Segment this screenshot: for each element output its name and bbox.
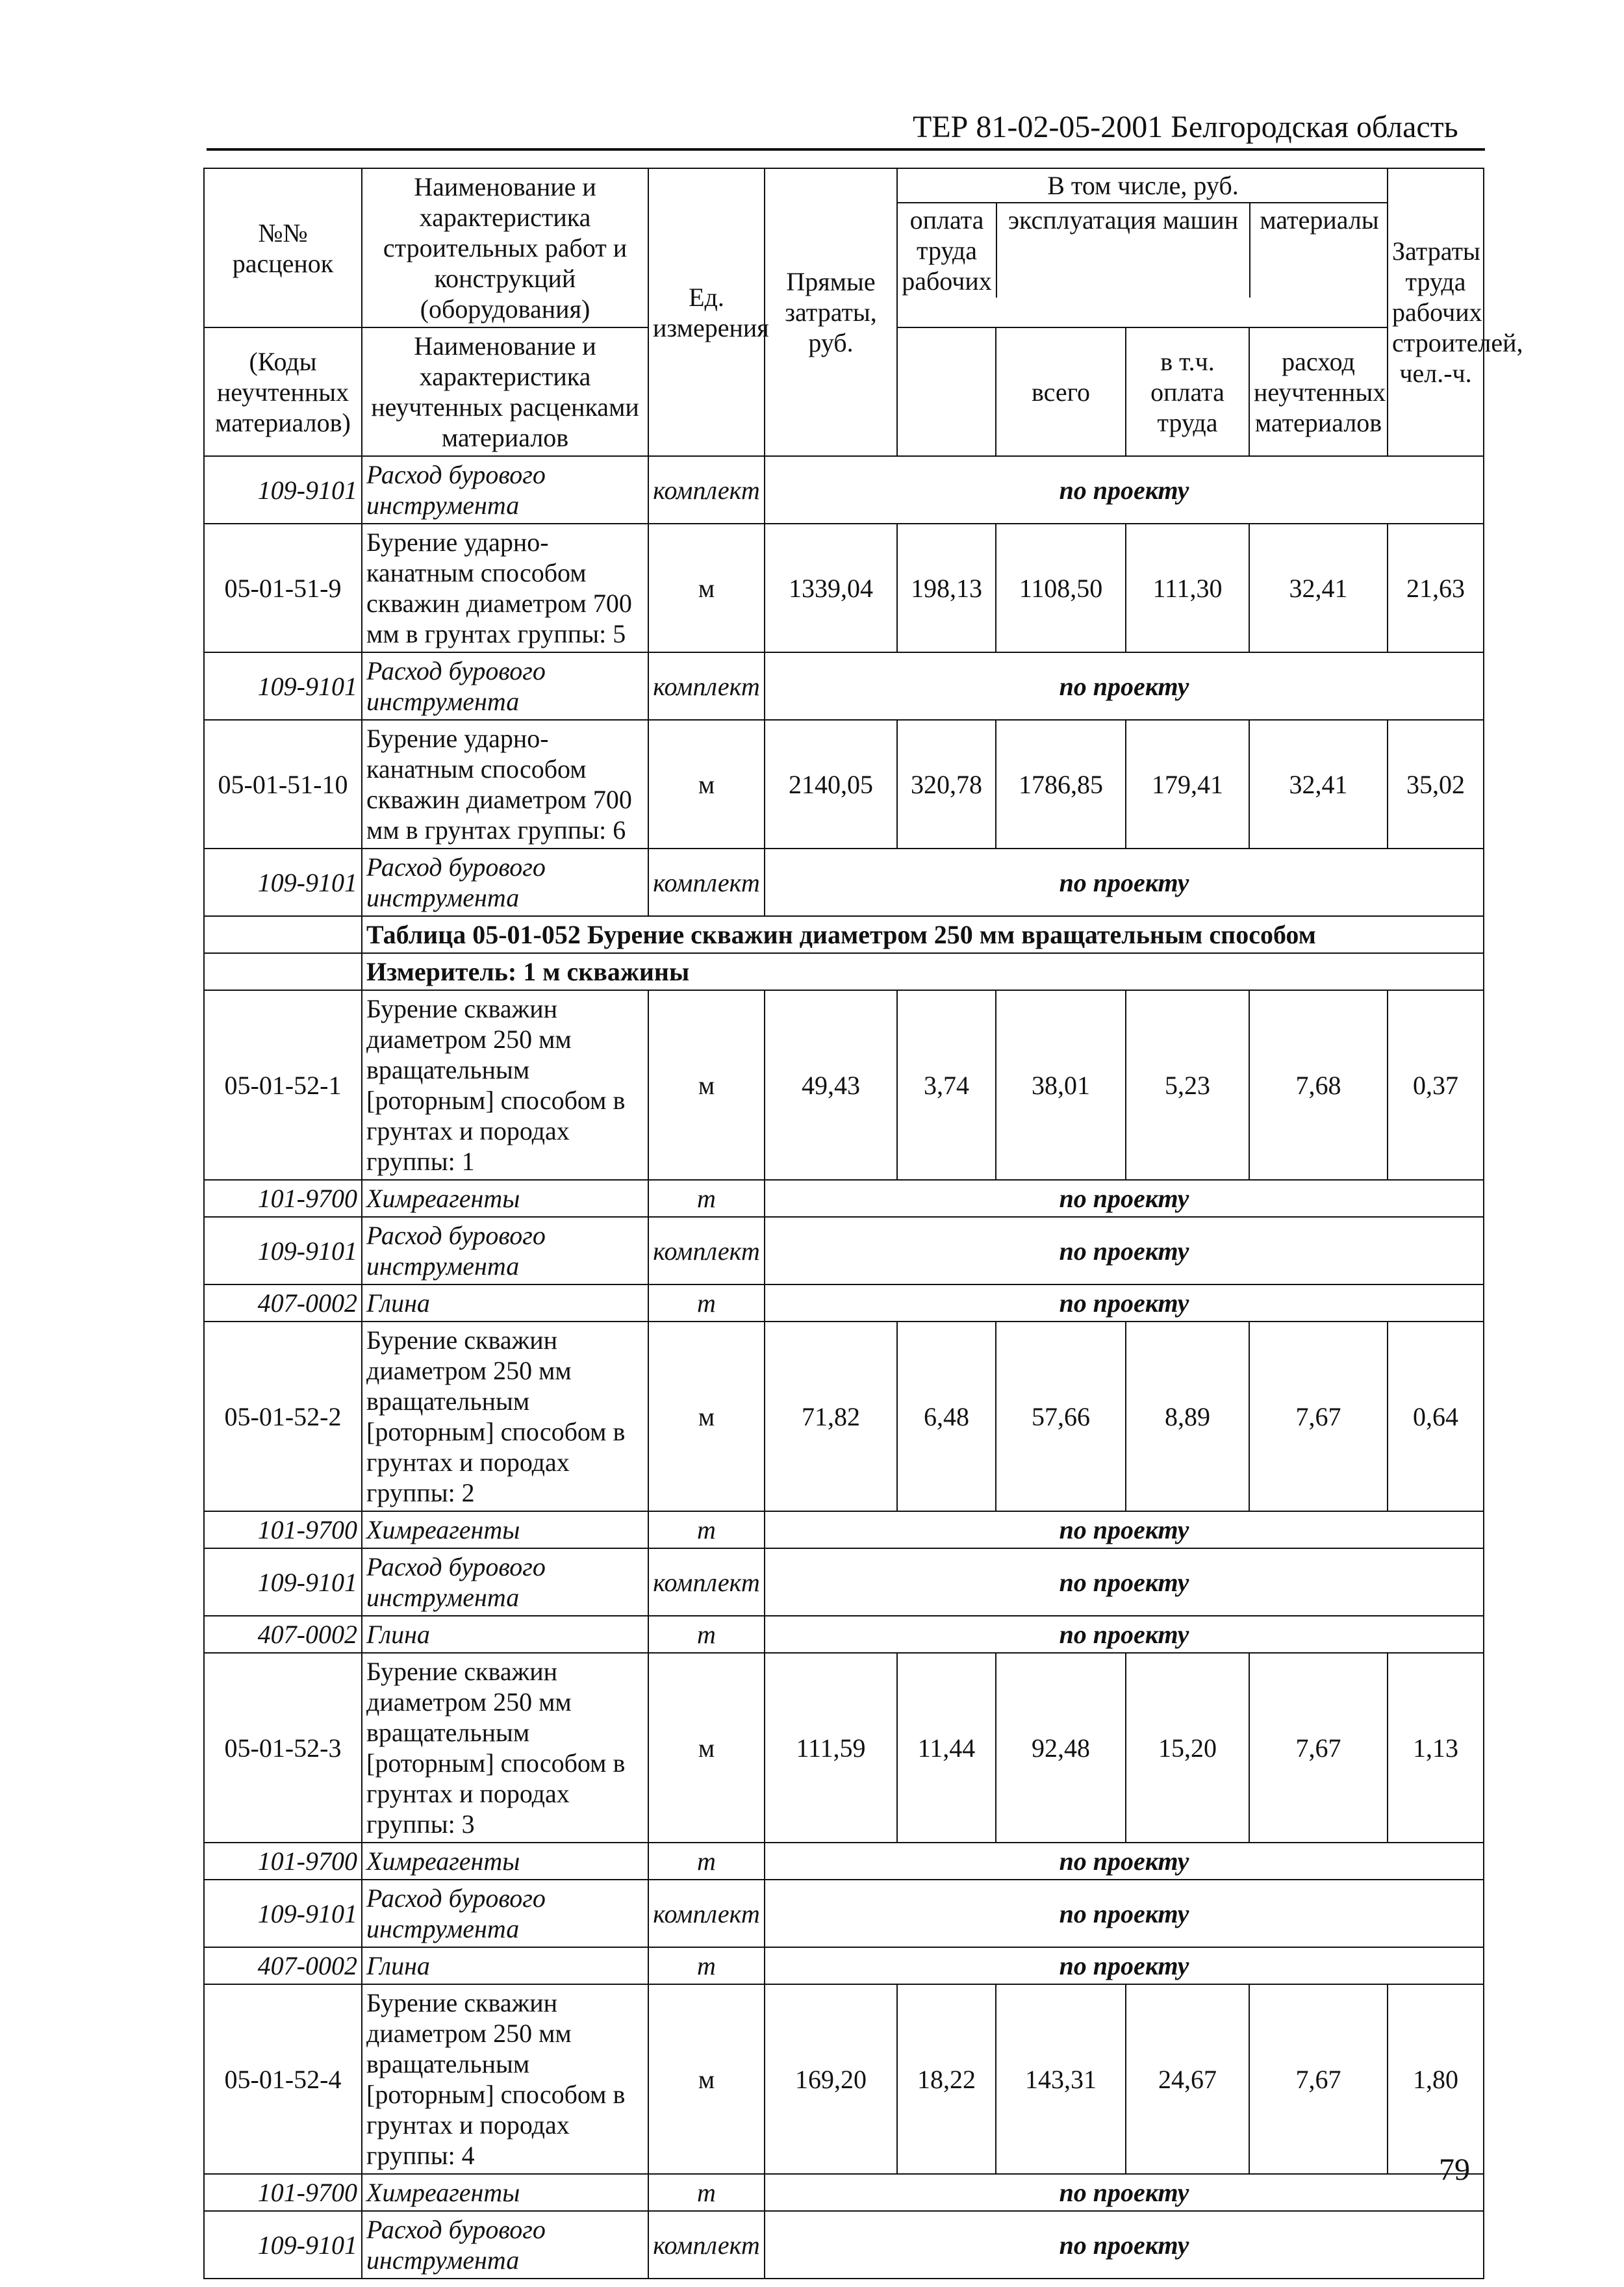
material-code: 109-9101: [204, 1217, 362, 1284]
rate-direct: 111,59: [765, 1653, 897, 1843]
col-mach-wage-header: в т.ч. оплата труда: [1126, 327, 1249, 456]
rate-mach-total: 143,31: [996, 1984, 1126, 2174]
rate-labor: 0,37: [1388, 990, 1484, 1180]
rate-direct: 169,20: [765, 1984, 897, 2174]
rate-materials: 7,67: [1249, 1653, 1388, 1843]
col-code-header: №№ расценок: [204, 168, 362, 327]
material-note: по проекту: [765, 456, 1484, 524]
material-row: [204, 1947, 1484, 1984]
document-header: ТЕР 81-02-05-2001 Белгородская область: [913, 110, 1458, 144]
col-name-header: Наименование и характеристика строительных работ и конструкций (оборудования): [362, 168, 648, 327]
rate-code: 05-01-52-3: [204, 1653, 362, 1843]
material-name: Расход бурового инструмента: [362, 849, 648, 916]
material-note: по проекту: [765, 2211, 1484, 2279]
material-code: 407-0002: [204, 1284, 362, 1322]
material-note: по проекту: [765, 1947, 1484, 1984]
rate-name: Бурение скважин диаметром 250 мм вращательным [роторным] способом в грунтах и породах группы: 3: [362, 1653, 648, 1843]
rate-row: [204, 990, 1484, 1180]
material-unit: комплект: [648, 1217, 765, 1284]
rate-mach-wage: 179,41: [1126, 720, 1249, 849]
material-code: 101-9700: [204, 1511, 362, 1548]
rate-wage: 3,74: [897, 990, 996, 1180]
material-note: по проекту: [765, 1616, 1484, 1653]
rate-unit: м: [648, 1653, 765, 1843]
rate-direct: 2140,05: [765, 720, 897, 849]
material-row: [204, 1217, 1484, 1284]
rate-unit: м: [648, 1322, 765, 1511]
col-name2-header: Наименование и характеристика неучтенных расценками материалов: [362, 327, 648, 456]
col-mat-usage-header: расход неучтенных материалов: [1249, 327, 1388, 456]
material-note: по проекту: [765, 1880, 1484, 1947]
rate-mach-total: 1786,85: [996, 720, 1126, 849]
rate-mach-wage: 5,23: [1126, 990, 1249, 1180]
material-unit: комплект: [648, 1548, 765, 1616]
material-code: 407-0002: [204, 1947, 362, 1984]
rate-materials: 32,41: [1249, 524, 1388, 652]
rate-unit: м: [648, 720, 765, 849]
col-direct-header: Прямые затраты, руб.: [765, 168, 897, 456]
rate-mach-total: 92,48: [996, 1653, 1126, 1843]
rate-unit: м: [648, 524, 765, 652]
page-number: 79: [1439, 2153, 1470, 2187]
col-incl-header: [897, 168, 1388, 327]
rate-code: 05-01-52-1: [204, 990, 362, 1180]
material-code: 109-9101: [204, 652, 362, 720]
material-note: по проекту: [765, 1180, 1484, 1217]
rate-code: 05-01-52-4: [204, 1984, 362, 2174]
material-name: Глина: [362, 1616, 648, 1653]
col-machines-header: эксплуатация машин: [996, 203, 1250, 298]
rate-row: [204, 1984, 1484, 2174]
material-name: Глина: [362, 1947, 648, 1984]
material-code: 101-9700: [204, 1843, 362, 1880]
material-unit: комплект: [648, 849, 765, 916]
rate-direct: 1339,04: [765, 524, 897, 652]
rate-mach-total: 57,66: [996, 1322, 1126, 1511]
rate-wage: 198,13: [897, 524, 996, 652]
material-row: [204, 1880, 1484, 1947]
material-code: 407-0002: [204, 1616, 362, 1653]
measure-label: Измеритель: 1 м скважины: [362, 953, 1484, 990]
rate-code: 05-01-52-2: [204, 1322, 362, 1511]
measure-row: [204, 953, 1484, 990]
rate-name: Бурение скважин диаметром 250 мм вращательным [роторным] способом в грунтах и породах группы: 4: [362, 1984, 648, 2174]
material-row: [204, 1180, 1484, 1217]
rate-wage: 18,22: [897, 1984, 996, 2174]
rate-unit: м: [648, 990, 765, 1180]
material-note: по проекту: [765, 652, 1484, 720]
material-name: Химреагенты: [362, 1511, 648, 1548]
material-unit: т: [648, 1947, 765, 1984]
material-unit: комплект: [648, 2211, 765, 2279]
rate-row: [204, 524, 1484, 652]
rate-mach-total: 38,01: [996, 990, 1126, 1180]
material-note: по проекту: [765, 1511, 1484, 1548]
rate-mach-wage: 111,30: [1126, 524, 1249, 652]
material-unit: комплект: [648, 456, 765, 524]
rate-materials: 7,67: [1249, 1322, 1388, 1511]
material-name: Глина: [362, 1284, 648, 1322]
rate-name: Бурение ударно-канатным способом скважин диаметром 700 мм в грунтах группы: 5: [362, 524, 648, 652]
rate-name: Бурение скважин диаметром 250 мм вращательным [роторным] способом в грунтах и породах группы: 2: [362, 1322, 648, 1511]
material-name: Расход бурового инструмента: [362, 1217, 648, 1284]
material-name: Расход бурового инструмента: [362, 2211, 648, 2279]
rate-row: [204, 1653, 1484, 1843]
col-wage-header: оплата труда рабочих: [898, 203, 996, 298]
material-unit: т: [648, 1284, 765, 1322]
rate-labor: 1,13: [1388, 1653, 1484, 1843]
rate-direct: 49,43: [765, 990, 897, 1180]
material-code: 109-9101: [204, 456, 362, 524]
material-unit: т: [648, 2174, 765, 2211]
material-unit: т: [648, 1180, 765, 1217]
material-note: по проекту: [765, 1217, 1484, 1284]
material-code: 109-9101: [204, 1548, 362, 1616]
rate-direct: 71,82: [765, 1322, 897, 1511]
rate-wage: 11,44: [897, 1653, 996, 1843]
material-unit: т: [648, 1843, 765, 1880]
material-code: 109-9101: [204, 1880, 362, 1947]
material-unit: т: [648, 1511, 765, 1548]
material-row: [204, 652, 1484, 720]
col-code2-header: (Коды неучтенных материалов): [204, 327, 362, 456]
material-name: Расход бурового инструмента: [362, 456, 648, 524]
col-labor-header: Затраты труда рабочих строителей, чел.-ч.: [1388, 168, 1484, 456]
rate-code: 05-01-51-10: [204, 720, 362, 849]
material-row: [204, 2211, 1484, 2279]
material-name: Химреагенты: [362, 2174, 648, 2211]
material-code: 101-9700: [204, 2174, 362, 2211]
material-code: 109-9101: [204, 2211, 362, 2279]
incl-label: В том числе, руб.: [898, 169, 1388, 203]
rate-wage: 320,78: [897, 720, 996, 849]
rate-materials: 7,67: [1249, 1984, 1388, 2174]
rate-mach-total: 1108,50: [996, 524, 1126, 652]
material-note: по проекту: [765, 1284, 1484, 1322]
material-unit: комплект: [648, 652, 765, 720]
material-name: Химреагенты: [362, 1843, 648, 1880]
col-mach-total-header: всего: [996, 327, 1126, 456]
rate-code: 05-01-51-9: [204, 524, 362, 652]
rate-unit: м: [648, 1984, 765, 2174]
rates-table: [203, 168, 1523, 2279]
material-row: [204, 1843, 1484, 1880]
rate-labor: 0,64: [1388, 1322, 1484, 1511]
rate-materials: 32,41: [1249, 720, 1388, 849]
material-name: Химреагенты: [362, 1180, 648, 1217]
rate-materials: 7,68: [1249, 990, 1388, 1180]
rate-row: [204, 720, 1484, 849]
rate-mach-wage: 24,67: [1126, 1984, 1249, 2174]
material-unit: т: [648, 1616, 765, 1653]
material-row: [204, 1548, 1484, 1616]
rate-mach-wage: 8,89: [1126, 1322, 1249, 1511]
rate-row: [204, 1322, 1484, 1511]
rate-labor: 21,63: [1388, 524, 1484, 652]
material-note: по проекту: [765, 1843, 1484, 1880]
rate-mach-wage: 15,20: [1126, 1653, 1249, 1843]
header-rule: [207, 148, 1485, 151]
material-row: [204, 1616, 1484, 1653]
rate-wage: 6,48: [897, 1322, 996, 1511]
table-title-row: [204, 916, 1484, 953]
material-unit: комплект: [648, 1880, 765, 1947]
rate-labor: 35,02: [1388, 720, 1484, 849]
material-row: [204, 1511, 1484, 1548]
material-name: Расход бурового инструмента: [362, 1880, 648, 1947]
col-materials-header: материалы: [1260, 205, 1379, 235]
material-note: по проекту: [765, 849, 1484, 916]
material-row: [204, 1284, 1484, 1322]
table-title: Таблица 05-01-052 Бурение скважин диаметром 250 мм вращательным способом: [362, 916, 1484, 953]
header-row-1: [204, 168, 1484, 327]
rate-name: Бурение скважин диаметром 250 мм вращательным [роторным] способом в грунтах и породах группы: 1: [362, 990, 648, 1180]
material-row: [204, 849, 1484, 916]
material-name: Расход бурового инструмента: [362, 1548, 648, 1616]
col-unit-header: Ед. измерения: [648, 168, 765, 456]
material-note: по проекту: [765, 1548, 1484, 1616]
material-note: по проекту: [765, 2174, 1484, 2211]
rate-name: Бурение ударно-канатным способом скважин диаметром 700 мм в грунтах группы: 6: [362, 720, 648, 849]
material-row: [204, 456, 1484, 524]
material-code: 109-9101: [204, 849, 362, 916]
material-name: Расход бурового инструмента: [362, 652, 648, 720]
rate-labor: 1,80: [1388, 1984, 1484, 2174]
material-code: 101-9700: [204, 1180, 362, 1217]
material-row: [204, 2174, 1484, 2211]
